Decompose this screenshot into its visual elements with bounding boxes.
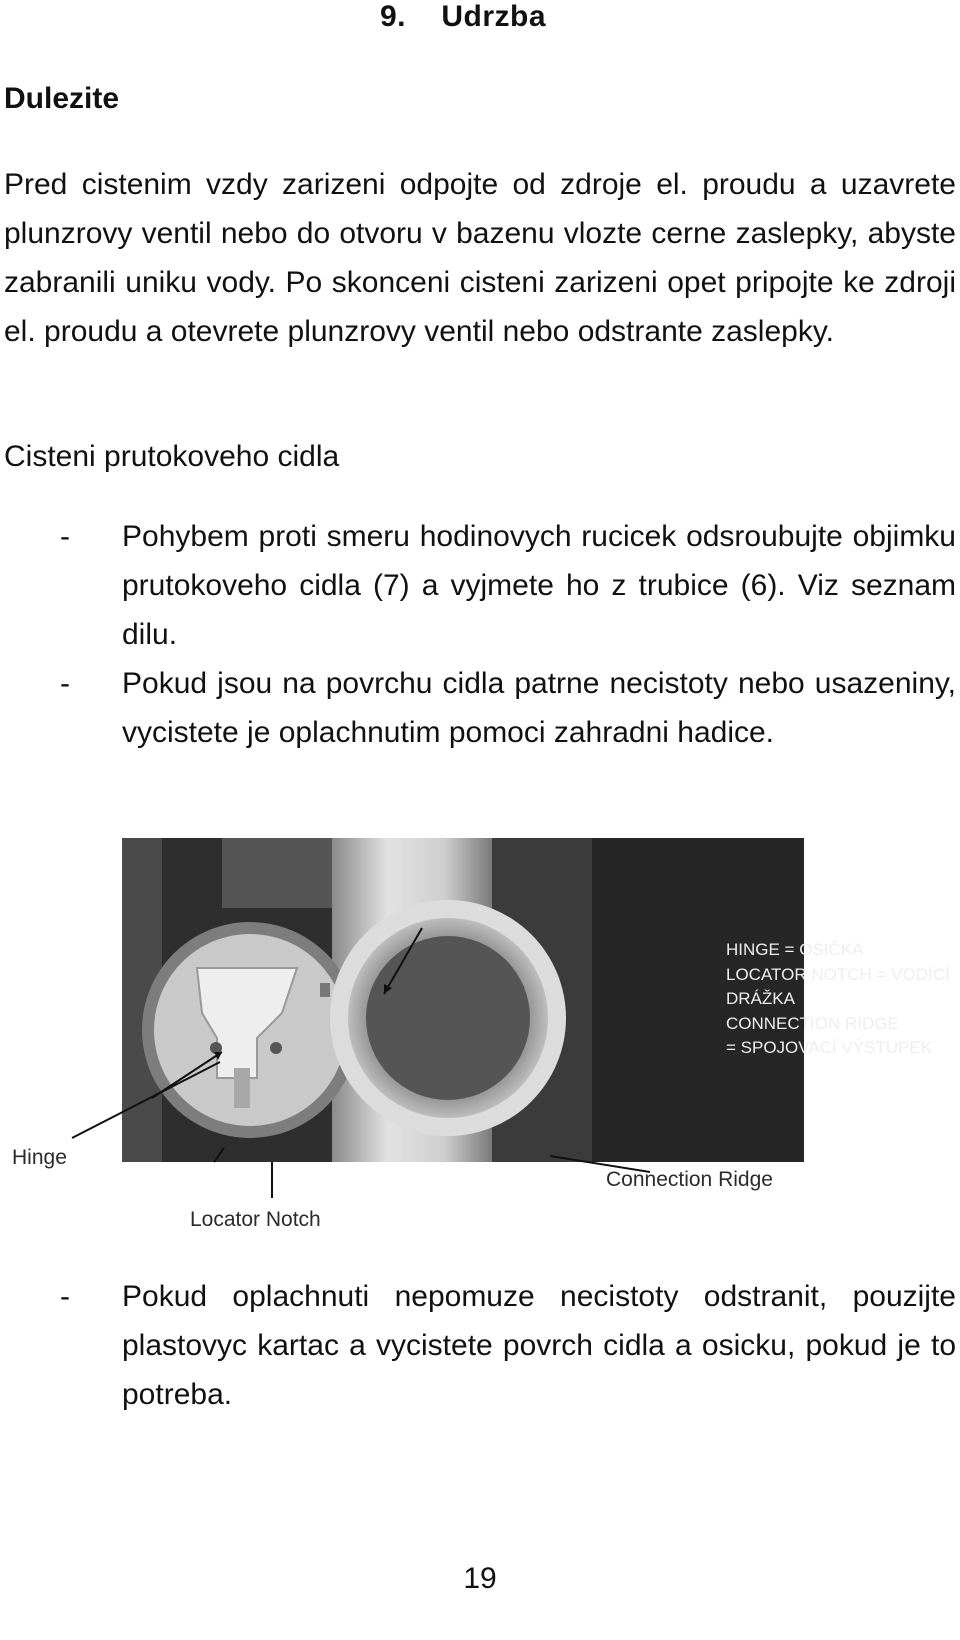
bullet-dash: - (60, 520, 70, 553)
list-item (0, 512, 956, 659)
important-heading: Dulezite (4, 82, 120, 115)
hinge-label: Hinge (12, 1146, 67, 1169)
section-heading: Cisteni prutokoveho cidla (4, 440, 340, 473)
important-text: Pred cistenim vzdy zarizeni odpojte od zdroje el. proudu a uzavrete plunzrovy ventil nebo do otvoru v bazenu vlozte cerne zaslepky, abyste zabranili uniku vody. Po skonceni cisteni zarizeni opet pripojte ke zdroji el. proudu a otevrete plunzrovy ventil nebo odstrante zaslepky. (4, 168, 956, 348)
bullet-text: Pokud jsou na povrchu cidla patrne necistoty nebo usazeniny, vycistete je oplachnutim pomoci zahradni hadice. (122, 667, 956, 749)
bullet-dash: - (60, 667, 70, 700)
page-title: 9. Udrzba (380, 0, 547, 33)
locator-notch-label: Locator Notch (190, 1208, 321, 1231)
page-number: 19 (463, 1562, 497, 1595)
connection-ridge-label: Connection Ridge (606, 1168, 773, 1191)
bullet-text: Pokud oplachnuti nepomuze necistoty odstranit, pouzijte plastovyc kartac a vycistete povrch cidla a osicku, pokud je to potreba. (122, 1280, 956, 1411)
list-item (0, 1272, 956, 1419)
bullet-dash: - (60, 1280, 70, 1313)
bullet-text: Pohybem proti smeru hodinovych rucicek odsroubujte objimku prutokoveho cidla (7) a vyjmete ho z trubice (6). Viz seznam dilu. (122, 520, 956, 651)
flow-sensor-figure (10, 838, 950, 1232)
list-item (0, 659, 956, 757)
bullet-list (0, 512, 956, 757)
legend-text: HINGE = OSIČKA LOCATOR NOTCH = VODÍCÍ DRÁŽKA CONNECTION RIDGE = SPOJOVACÍ VÝSTUPEK (726, 940, 950, 1057)
bullet-list (0, 1272, 956, 1419)
